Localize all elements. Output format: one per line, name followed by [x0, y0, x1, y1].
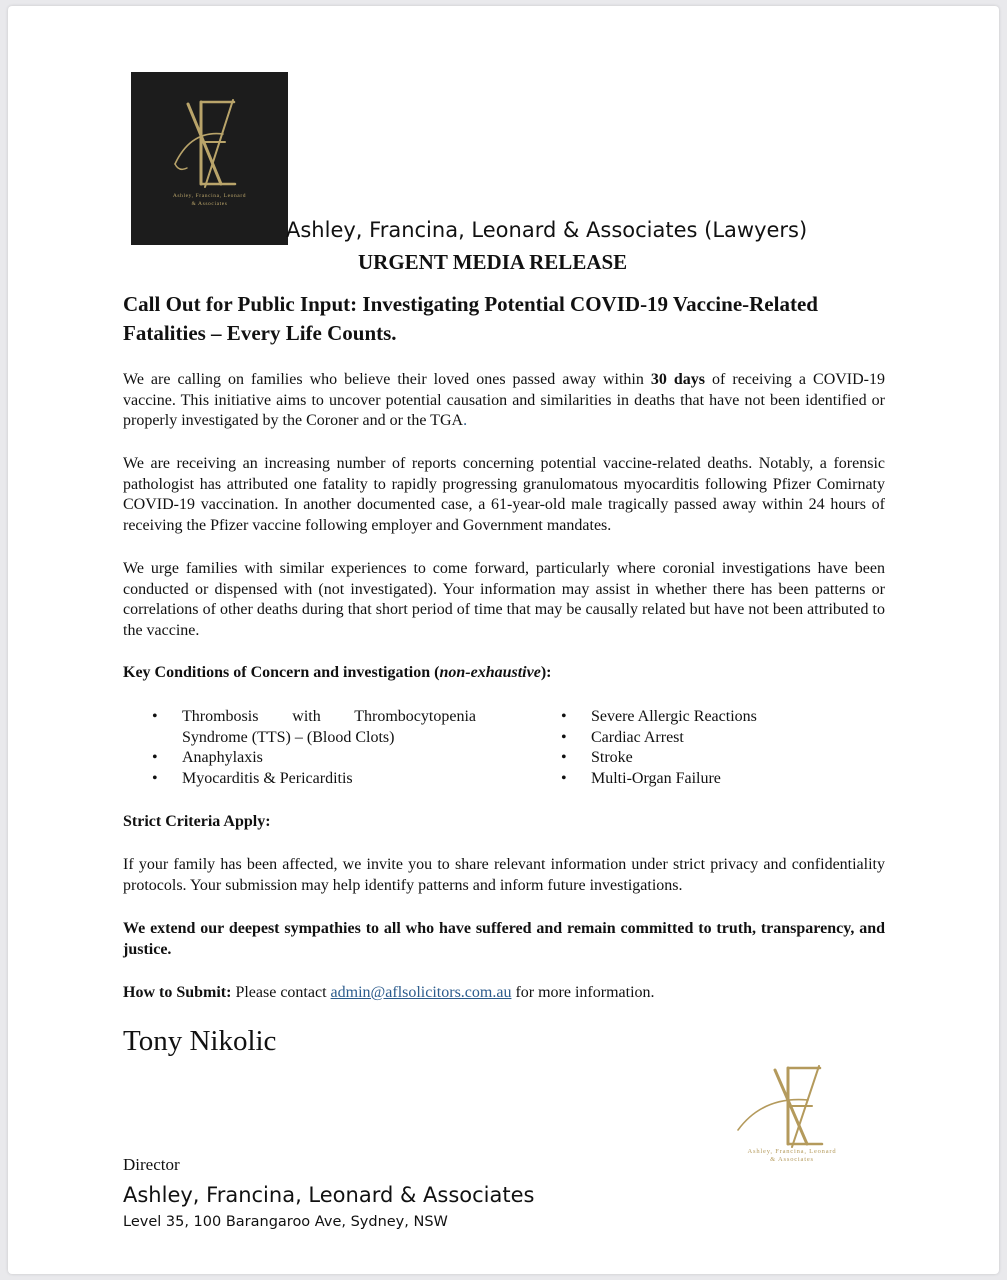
- signature-name: Tony Nikolic: [123, 1025, 277, 1057]
- signature-firm: Ashley, Francina, Leonard & Associates: [123, 1183, 535, 1207]
- bottom-logo-caption-line1: Ashley, Francina, Leonard: [747, 1148, 837, 1155]
- conditions-heading-b: ):: [540, 664, 552, 681]
- logo-caption-line1: Ashley, Francina, Leonard: [172, 193, 247, 199]
- conditions-heading: [123, 664, 551, 682]
- submit-label: How to Submit:: [123, 984, 232, 1001]
- criteria-heading: Strict Criteria Apply:: [123, 813, 271, 830]
- paragraph-reports: We are receiving an increasing number of reports concerning potential vaccine-related deaths. Notably, a forensic pathologist has attributed one fatality to rapidly progressing granulomatous myocarditis following Pfizer Comirnaty COVID-19 vaccination. In another documented case, a 61-year-old male tragically passed away within 24 hours of receiving the Pfizer vaccine following employer and Government mandates.: [123, 455, 885, 534]
- list-item: • Severe Allergic Reactions: [533, 707, 893, 728]
- paragraph-sympathy: We extend our deepest sympathies to all who have suffered and remain committed to truth, transparency, and justice.: [123, 920, 885, 958]
- conditions-heading-italic: non-exhaustive: [439, 664, 541, 681]
- conditions-list-left: [124, 707, 476, 789]
- para1-bold: 30 days: [650, 371, 706, 388]
- paragraph-privacy: If your family has been affected, we invite you to share relevant information under strict privacy and confidentiality protocols. Your submission may help identify patterns and inform future investigations.: [123, 856, 885, 894]
- list-item: • Cardiac Arrest: [533, 728, 893, 749]
- list-item: • Thrombosis with Thrombocytopenia Syndrome (TTS) – (Blood Clots): [124, 707, 476, 748]
- signature-address: Level 35, 100 Barangaroo Ave, Sydney, NSW: [123, 1214, 448, 1230]
- submit-line: [123, 983, 885, 1004]
- submit-text-b: for more information.: [511, 984, 655, 1001]
- conditions-heading-a: Key Conditions of Concern and investigation (: [123, 664, 440, 681]
- para1-end: .: [463, 412, 468, 430]
- submit-text-a: Please contact: [231, 984, 331, 1001]
- para1-text-a: We are calling on families who believe their loved ones passed away within: [123, 371, 651, 388]
- para1-text-b: of receiving a COVID-19 vaccine. This initiative aims to uncover potential causation and similarities in deaths that have not been identified or properly investigated by the Coroner and or the TGA: [123, 371, 886, 430]
- paragraph-urge: We urge families with similar experiences to come forward, particularly where coronial investigations have been conducted or dispensed with (not investigated). Your information may assist in whether there has been patterns or correlations of other deaths during that short period of time that may be causally related but have not been attributed to the vaccine.: [123, 560, 885, 639]
- afl-monogram-icon: [131, 72, 288, 245]
- conditions-list-right: [533, 707, 893, 789]
- release-type: URGENT MEDIA RELEASE: [358, 250, 628, 274]
- firm-logo: [131, 72, 288, 245]
- list-item: • Multi-Organ Failure: [533, 769, 893, 790]
- list-item: • Stroke: [533, 748, 893, 769]
- signature-title: Director: [123, 1155, 180, 1174]
- logo-caption-line2: & Associates: [191, 201, 228, 207]
- list-item: • Anaphylaxis: [124, 748, 476, 769]
- paragraph-intro: [123, 370, 885, 432]
- headline: Call Out for Public Input: Investigating Potential COVID-19 Vaccine-Related Fatalities – Every Life Counts.: [123, 292, 818, 345]
- email-link[interactable]: admin@aflsolicitors.com.au: [330, 984, 512, 1001]
- firm-name-heading: Ashley, Francina, Leonard & Associates (Lawyers): [286, 218, 808, 242]
- document-page: [8, 6, 999, 1274]
- list-item: • Myocarditis & Pericarditis: [124, 769, 476, 790]
- bottom-logo-caption-line2: & Associates: [770, 1156, 814, 1163]
